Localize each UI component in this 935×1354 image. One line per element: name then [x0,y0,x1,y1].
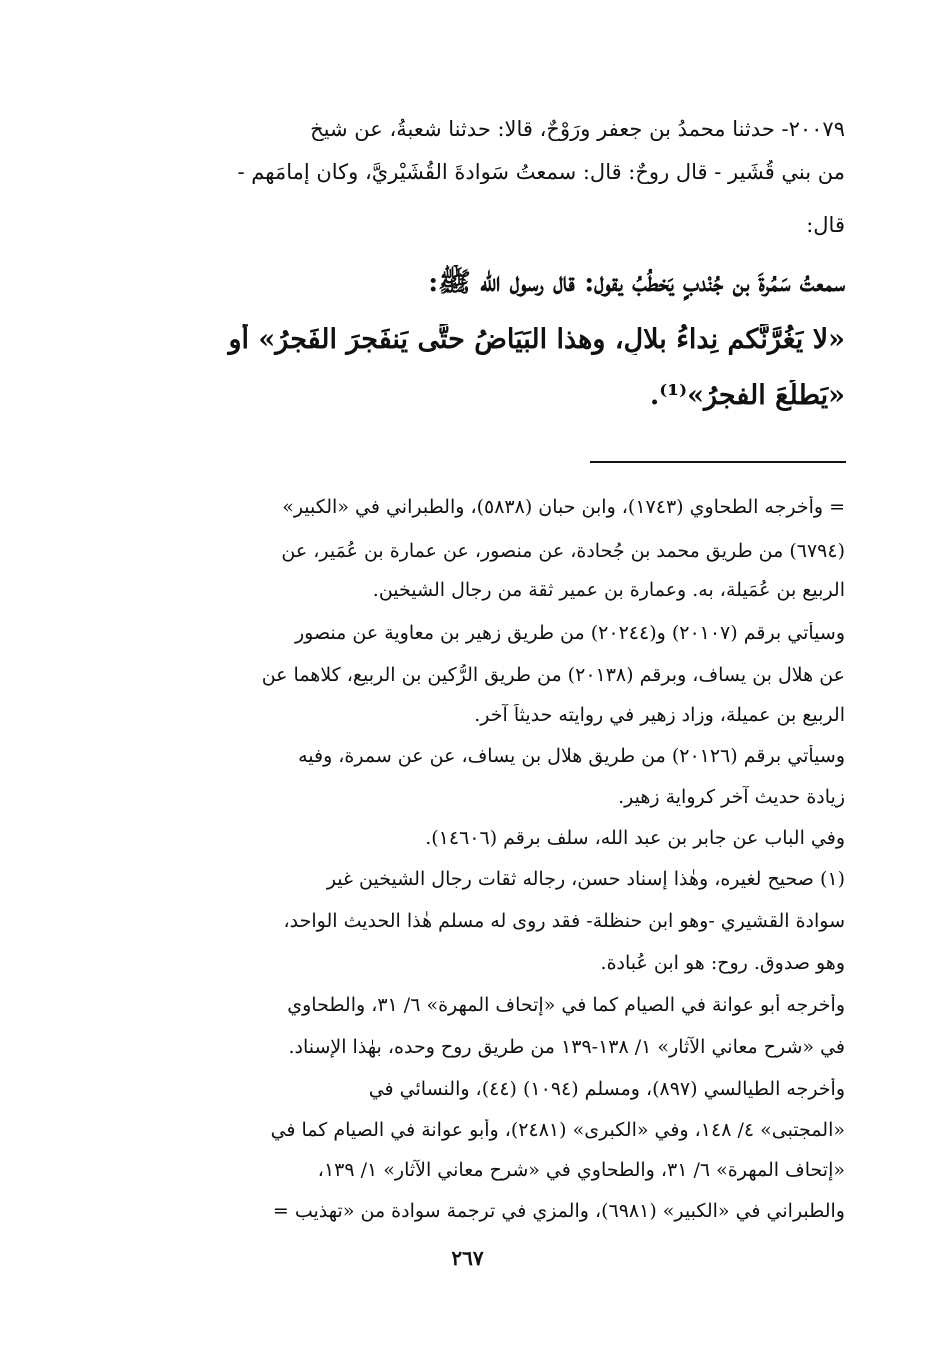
footnote-line: وأخرجه الطيالسي (٨٩٧)، ومسلم (١٠٩٤) (٤٤)، والنسائي في [368,1078,845,1100]
footnote-line: في «شرح معاني الآثار» ١/ ١٣٨-١٣٩ من طريق روح وحده، بهٰذا الإسناد. [288,1036,845,1058]
footnote-line: الربيع بن عُمَيلة، به. وعمارة بن عمير ثقة من رجال الشيخين. [372,579,845,601]
main-text-line: ٢٠٠٧٩- حدثنا محمدُ بن جعفرٍ ورَوْحٌ، قالا: حدثنا شعبةُ، عن شيخٍ [310,117,845,141]
page-number: ٢٦٧ [451,1246,484,1270]
footnote-line: = وأخرجه الطحاوي (١٧٤٣)، وابن حبان (٥٨٣٨)، والطبراني في «الكبير» [282,496,845,518]
footnote-line: «إتحاف المهرة» ٦/ ٣١، والطحاوي في «شرح معاني الآثار» ١/ ١٣٩، [317,1159,845,1181]
hadith-line: «يَطلُعَ الفجرُ»⁽¹⁾. [649,380,845,411]
footnote-line: وسيأتي برقم (٢٠١٢٦) من طريق هلال بن يساف، عن عن سمرة، وفيه [298,745,845,767]
footnote-line: (٦٧٩٤) من طريق محمد بن جُحادة، عن منصور، عن عمارة بن عُمَير، عن [281,540,845,562]
footnote-line: الربيع بن عميلة، وزاد زهير في روايته حديثاً آخر. [474,704,845,726]
footnote-line: وفي الباب عن جابر بن عبد الله، سلف برقم (١٤٦٠٦). [425,827,845,849]
main-text-line: قال: [806,213,845,237]
hadith-line: «لا يَغُرَّنَّكم نِداءُ بلالٍ، وهذا البَيَاضُ حتَّى يَنفَجرَ الفَجرُ» أو [228,324,845,355]
main-text-line: من بني قُشَير - قال روحٌ: قال: سمعتُ سَوادةَ القُشَيْرِيَّ، وكان إمامَهم - [237,160,845,184]
footnote-separator [590,461,846,463]
footnote-line: وأخرجه أبو عوانة في الصيام كما في «إتحاف المهرة» ٦/ ٣١، والطحاوي [287,994,845,1016]
footnote-line: وهو صدوق. روح: هو ابن عُبادة. [600,952,845,974]
footnote-line: (١) صحيح لغيره، وهٰذا إسناد حسن، رجاله ثقات رجال الشيخين غير [326,868,845,890]
hadith-line: سمعتُ سَمُرةَ بن جُنْدبٍ يَخطُبُ يقول: قال رسول الله ﷺ: [428,267,845,298]
footnote-line: والطبراني في «الكبير» (٦٩٨١)، والمزي في ترجمة سوادة من «تهذيب = [272,1200,845,1222]
footnote-line: سوادة القشيري -وهو ابن حنظلة- فقد روى له مسلم هٰذا الحديث الواحد، [283,910,845,932]
footnote-line: عن هلال بن يساف، وبرقم (٢٠١٣٨) من طريق الرُّكين بن الربيع، كلاهما عن [261,664,845,686]
footnote-line: زيادة حديث آخر كرواية زهير. [618,786,845,808]
footnote-line: «المجتبى» ٤/ ١٤٨، وفي «الكبرى» (٢٤٨١)، وأبو عوانة في الصيام كما في [270,1119,845,1141]
footnote-line: وسيأتي برقم (٢٠١٠٧) و(٢٠٢٤٤) من طريق زهير بن معاوية عن منصور [294,622,845,644]
